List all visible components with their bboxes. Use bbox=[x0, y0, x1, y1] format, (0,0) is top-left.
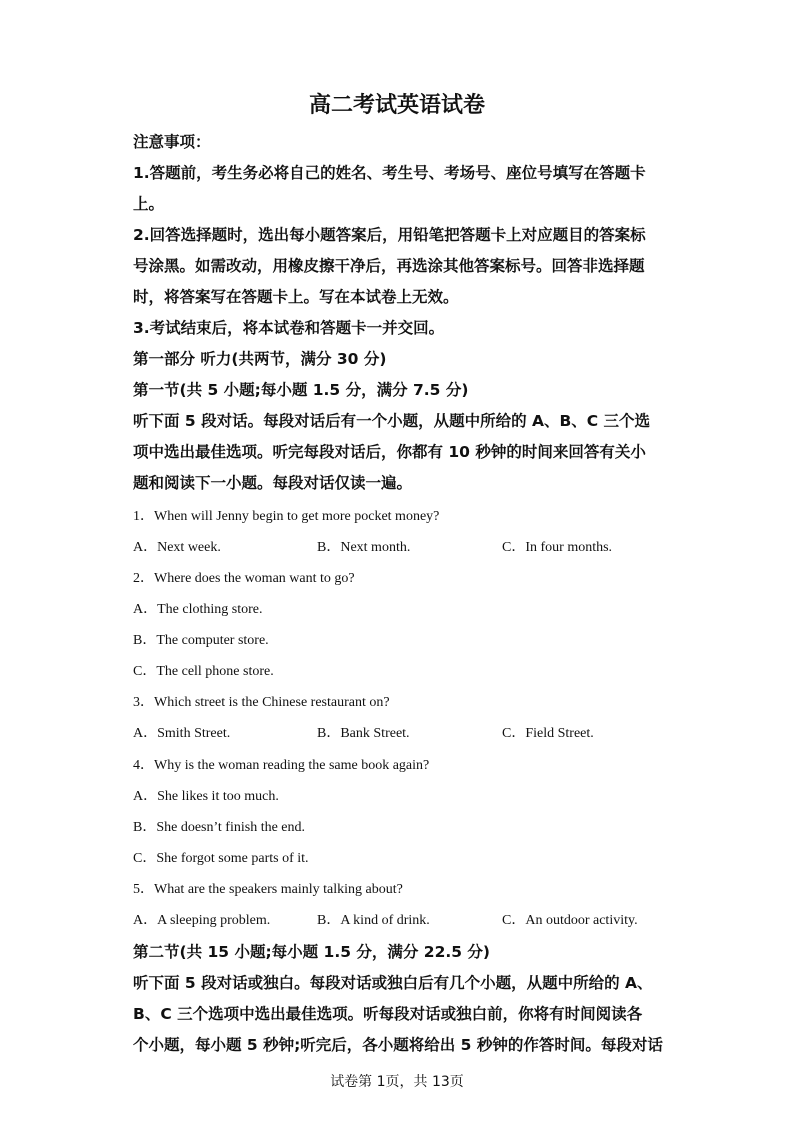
section1-instruction-2: 项中选出最佳选项。听完每段对话后，你都有 10 秒钟的时间来回答有关小 bbox=[133, 443, 646, 461]
page-footer: 试卷第 1页，共 13页 bbox=[330, 1074, 464, 1090]
notice-line-3: 2.回答选择题时，选出每小题答案后，用铅笔把答题卡上对应题目的答案标 bbox=[133, 226, 646, 244]
option-b: B．A kind of drink. bbox=[317, 913, 430, 928]
section2-heading: 第二节(共 15 小题;每小题 1.5 分，满分 22.5 分) bbox=[133, 943, 491, 961]
question-stem: 1．When will Jenny begin to get more pocket money? bbox=[133, 509, 440, 524]
option-c: C．An outdoor activity. bbox=[502, 913, 638, 928]
notice-line-1: 1.答题前，考生务必将自己的姓名、考生号、考场号、座位号填写在答题卡 bbox=[133, 164, 646, 182]
question-stem: 5．What are the speakers mainly talking about? bbox=[133, 882, 403, 897]
part1-heading: 第一部分 听力(共两节，满分 30 分) bbox=[133, 350, 387, 368]
notice-line-4: 号涂黑。如需改动，用橡皮擦干净后，再选涂其他答案标号。回答非选择题 bbox=[133, 257, 645, 275]
option-c: C．Field Street. bbox=[502, 726, 594, 741]
option-a: A．She likes it too much. bbox=[133, 789, 279, 804]
section2-instruction-1: 听下面 5 段对话或独白。每段对话或独白后有几个小题，从题中所给的 A、 bbox=[133, 974, 653, 992]
notice-line-6: 3.考试结束后，将本试卷和答题卡一并交回。 bbox=[133, 319, 445, 337]
option-b: B．The computer store. bbox=[133, 633, 269, 648]
section2-instruction-2: B、C 三个选项中选出最佳选项。听每段对话或独白前，你将有时间阅读各 bbox=[133, 1005, 643, 1023]
option-a: A．A sleeping problem. bbox=[133, 913, 271, 928]
question-stem: 4．Why is the woman reading the same book again? bbox=[133, 758, 430, 773]
option-b: B．Bank Street. bbox=[317, 726, 410, 741]
section1-instruction-1: 听下面 5 段对话。每段对话后有一个小题，从题中所给的 A、B、C 三个选 bbox=[133, 412, 651, 430]
question-stem: 3．Which street is the Chinese restaurant on? bbox=[133, 695, 390, 710]
page-title: 高二考试英语试卷 bbox=[308, 92, 485, 118]
option-b: B．She doesn’t finish the end. bbox=[133, 820, 306, 835]
section2-instruction-3: 个小题，每小题 5 秒钟;听完后，各小题将给出 5 秒钟的作答时间。每段对话 bbox=[133, 1036, 663, 1054]
option-c: C．In four months. bbox=[502, 540, 613, 555]
section1-heading: 第一节(共 5 小题;每小题 1.5 分，满分 7.5 分) bbox=[133, 381, 469, 399]
option-a: A．The clothing store. bbox=[133, 602, 263, 617]
option-a: A．Next week. bbox=[133, 540, 221, 555]
notice-line-2: 上。 bbox=[133, 195, 165, 213]
notice-heading: 注意事项： bbox=[133, 133, 211, 151]
question-stem: 2．Where does the woman want to go? bbox=[133, 571, 355, 586]
notice-line-5: 时，将答案写在答题卡上。写在本试卷上无效。 bbox=[133, 288, 459, 306]
option-a: A．Smith Street. bbox=[133, 726, 231, 741]
section1-instruction-3: 题和阅读下一小题。每段对话仅读一遍。 bbox=[133, 474, 413, 492]
option-c: C．The cell phone store. bbox=[133, 664, 274, 679]
option-b: B．Next month. bbox=[317, 540, 411, 555]
option-c: C．She forgot some parts of it. bbox=[133, 851, 309, 866]
